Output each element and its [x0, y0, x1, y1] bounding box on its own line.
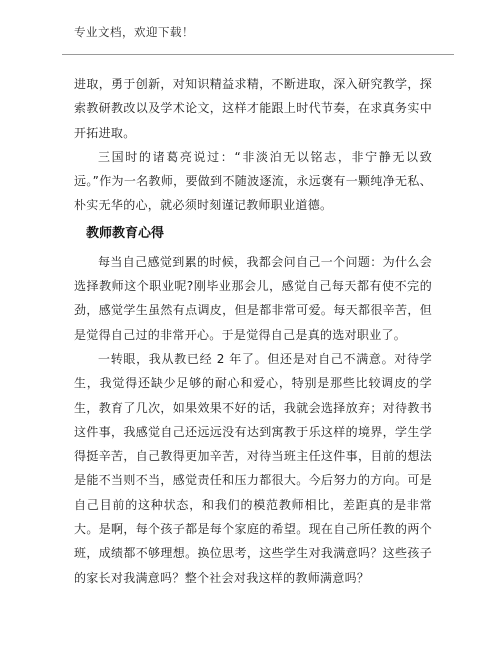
- document-body: [74, 72, 432, 590]
- section-paragraph: 每当自己感觉到累的时候，我都会问自己一个问题：为什么会选择教师这个职业呢?刚毕业那会儿，感觉自己每天都有使不完的劲，感觉学生虽然有点调皮，但是都非常可爱。每天都很辛苦，但是觉得自己过的非常开心。于是觉得自己是真的选对职业了。: [74, 254, 432, 342]
- section-paragraph: 一转眼，我从教已经 2 年了。但还是对自己不满意。对待学生，我觉得还缺少足够的耐心和爱心，特别是那些比较调皮的学生，教育了几次，如果效果不好的话，我就会选择放弃；对待教书这件事，我感觉自己还远远没有达到寓教于乐这样的境界，学生学得挺辛苦，自己教得更加辛苦，对待当班主任这件事，目前的想法是能不当则不当，感觉责任和压力都很大。今后努力的方向。可是自己目前的这种状态，和我们的模范教师相比，差距真的是非常大。是啊，每个孩子都是每个家庭的希望。现在自己所任教的两个班，成绩都不够理想。换位思考，这些学生对我满意吗？这些孩子的家长对我满意吗？整个社会对我这样的教师满意吗？: [74, 351, 432, 585]
- document-header: 专业文档，欢迎下载！: [74, 25, 194, 39]
- body-paragraph: 三国时的诸葛亮说过：“非淡泊无以铭志，非宁静无以致远。”作为一名教师，要做到不随波逐流，永远褒有一颗纯净无私、朴实无华的心，就必须时刻谨记教师职业道德。: [74, 149, 432, 213]
- section-heading: 教师教育心得: [86, 225, 165, 241]
- body-paragraph: 进取，勇于创新，对知识精益求精，不断进取，深入研究教学，探索教研教改以及学术论文，这样才能跟上时代节奏，在求真务实中开拓进取。: [74, 77, 432, 140]
- header-divider: [62, 54, 454, 55]
